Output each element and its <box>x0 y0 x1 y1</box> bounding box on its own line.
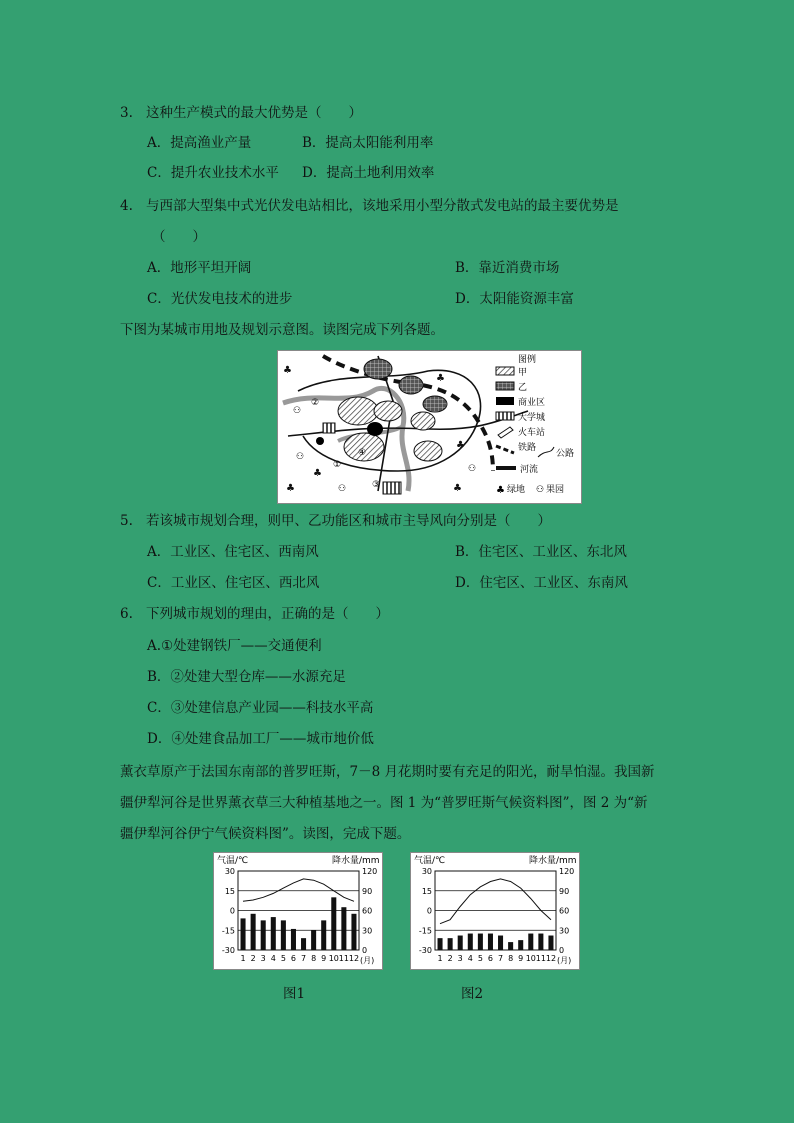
y-tick-label: -30 <box>221 946 235 955</box>
q6-option-d: D．④处建食品加工厂——城市地价低 <box>147 731 374 747</box>
svg-text:⚇: ⚇ <box>296 452 305 462</box>
x-tick-label: 7 <box>300 954 307 963</box>
x-tick-label: 5 <box>280 954 286 963</box>
y2-tick-label: 0 <box>362 946 368 955</box>
precipitation-bar <box>331 897 336 950</box>
q3-option-d: D．提高土地利用效率 <box>302 165 435 181</box>
precipitation-bar <box>498 936 503 950</box>
q4-option-c: C．光伏发电技术的进步 <box>147 291 293 307</box>
precipitation-bar <box>438 938 443 950</box>
x-tick-label: 5 <box>477 954 483 963</box>
x-tick-label: 1 <box>240 954 246 963</box>
x-tick-label: 6 <box>487 954 494 963</box>
x-tick-label: 12 <box>545 954 557 963</box>
y-tick-label: 0 <box>426 906 432 916</box>
marker-2: ② <box>311 398 320 408</box>
precipitation-bar <box>271 917 276 950</box>
q5-option-d: D．住宅区、工业区、东南风 <box>455 575 628 591</box>
y2-tick-label: 60 <box>559 906 570 916</box>
y2-tick-label: 30 <box>559 926 570 936</box>
x-tick-label: 8 <box>311 954 317 963</box>
svg-text:♣: ♣ <box>313 468 322 479</box>
y-tick-label: 15 <box>421 886 432 896</box>
y-tick-label: -30 <box>418 946 432 955</box>
y2-tick-label: 90 <box>362 886 373 896</box>
legend-university: 大学城 <box>518 413 546 423</box>
precipitation-bar <box>518 940 523 950</box>
precipitation-bar <box>251 914 256 950</box>
precipitation-bar <box>468 934 473 950</box>
y-axis-label: 气温/℃ <box>217 856 249 866</box>
city-map <box>278 351 581 503</box>
precipitation-bar <box>351 914 356 950</box>
y-tick-label: 0 <box>229 906 235 916</box>
intro-map: 下图为某城市用地及规划示意图。读图完成下列各题。 <box>120 322 444 338</box>
precipitation-bar <box>488 934 493 950</box>
y-axis-label: 气温/℃ <box>414 856 446 866</box>
legend-green: 绿地 <box>507 485 526 495</box>
x-tick-label: 11 <box>535 954 546 963</box>
x-tick-label: 10 <box>328 954 339 963</box>
q3-stem: 3. 这种生产模式的最大优势是（ ） <box>120 105 362 121</box>
precipitation-bar <box>538 934 543 950</box>
x-tick-label: 12 <box>348 954 360 963</box>
svg-text:♣: ♣ <box>436 373 445 384</box>
y2-axis-label: 降水量/mm <box>529 856 577 866</box>
precipitation-bar <box>548 936 553 950</box>
y2-axis-label: 降水量/mm <box>332 856 380 866</box>
y2-tick-label: 90 <box>559 886 570 896</box>
legend-station: 火车站 <box>518 428 546 438</box>
svg-text:⚇: ⚇ <box>468 464 477 474</box>
legend-railway: 铁路 <box>518 443 537 453</box>
zone-yi <box>364 359 392 379</box>
y-tick-label: -15 <box>418 926 432 936</box>
legend-title: 图例 <box>518 355 537 365</box>
intro-lavender-line3: 疆伊犁河谷伊宁气候资料图”。读图，完成下题。 <box>120 826 411 842</box>
legend-jia: 甲 <box>518 368 528 378</box>
university-zone <box>323 423 335 433</box>
precipitation-bar <box>301 938 306 950</box>
x-tick-label: 11 <box>338 954 349 963</box>
marker-1: ① <box>333 460 342 470</box>
precipitation-bar <box>458 936 463 950</box>
climate-chart-2-svg <box>411 853 579 969</box>
commercial-zone <box>367 422 383 436</box>
climate-chart-2 <box>410 852 580 970</box>
y2-tick-label: 120 <box>362 867 378 876</box>
y-tick-label: -15 <box>221 926 235 936</box>
y2-tick-label: 30 <box>362 926 373 936</box>
tree-icon: ♣ <box>496 485 505 496</box>
q3-option-c: C．提升农业技术水平 <box>147 165 279 181</box>
x-tick-label: 4 <box>467 954 473 963</box>
q4-paren: （ ） <box>152 229 206 245</box>
x-tick-label: 9 <box>321 954 327 963</box>
y-tick-label: 30 <box>224 867 235 876</box>
q3-option-a: A．提高渔业产量 <box>147 135 252 151</box>
climate-chart-1 <box>213 852 383 970</box>
x-tick-label: 10 <box>525 954 536 963</box>
x-tick-label: 7 <box>497 954 504 963</box>
precipitation-bar <box>321 920 326 950</box>
y-tick-label: 30 <box>421 867 432 876</box>
q5-stem: 5. 若该城市规划合理，则甲、乙功能区和城市主导风向分别是（ ） <box>120 513 551 529</box>
x-tick-label: 1 <box>437 954 443 963</box>
q6-option-b: B．②处建大型仓库——水源充足 <box>147 669 346 685</box>
svg-text:♣: ♣ <box>286 483 295 494</box>
precipitation-bar <box>261 920 266 950</box>
legend-yi: 乙 <box>518 383 528 393</box>
precipitation-bar <box>281 920 286 950</box>
svg-text:⚇: ⚇ <box>338 484 347 494</box>
intro-lavender-line2: 疆伊犁河谷是世界薰衣草三大种植基地之一。图 1 为“普罗旺斯气候资料图”，图 2 为“新 <box>120 795 648 811</box>
svg-text:♣: ♣ <box>456 440 465 451</box>
marker-4: ④ <box>358 448 367 458</box>
y2-tick-label: 120 <box>559 867 575 876</box>
precipitation-bar <box>508 942 513 950</box>
precipitation-bar <box>528 934 533 950</box>
x-tick-label: 3 <box>260 954 266 963</box>
q4-option-a: A．地形平坦开阔 <box>147 260 252 276</box>
temperature-line <box>243 879 354 901</box>
svg-text:⚇: ⚇ <box>293 406 302 416</box>
q5-option-a: A．工业区、住宅区、西南风 <box>147 544 319 560</box>
precipitation-bar <box>448 938 453 950</box>
x-unit-label: (月) <box>557 956 572 965</box>
x-tick-label: 4 <box>270 954 276 963</box>
x-tick-label: 8 <box>508 954 514 963</box>
q4-option-d: D．太阳能资源丰富 <box>455 291 574 307</box>
temperature-line <box>440 879 551 924</box>
legend-commercial: 商业区 <box>518 398 546 408</box>
commercial-zone <box>316 437 324 445</box>
climate-chart-1-svg <box>214 853 382 969</box>
zone-jia <box>338 397 378 425</box>
q6-option-c: C．③处建信息产业园——科技水平高 <box>147 700 374 716</box>
precipitation-bar <box>341 907 346 950</box>
x-unit-label: (月) <box>360 956 375 965</box>
figure-2-caption: 图2 <box>461 986 484 1002</box>
map-legend <box>496 353 574 496</box>
zone-jia <box>414 441 442 461</box>
zone-jia <box>374 401 402 421</box>
q5-option-b: B．住宅区、工业区、东北风 <box>455 544 627 560</box>
q6-stem: 6. 下列城市规划的理由，正确的是（ ） <box>120 606 389 622</box>
q4-option-b: B．靠近消费市场 <box>455 260 560 276</box>
figure-1-caption: 图1 <box>283 986 306 1002</box>
zone-jia <box>411 412 435 430</box>
precipitation-bar <box>311 930 316 950</box>
x-tick-label: 2 <box>447 954 453 963</box>
intro-lavender-line1: 薰衣草原产于法国东南部的普罗旺斯，7－8 月花期时要有充足的阳光，耐旱怕湿。我国新 <box>120 764 655 780</box>
svg-text:♣: ♣ <box>453 483 462 494</box>
x-tick-label: 3 <box>457 954 463 963</box>
legend-orchard: 果园 <box>546 485 565 495</box>
orchard-icon: ⚇ <box>536 485 545 495</box>
x-tick-label: 2 <box>250 954 256 963</box>
y2-tick-label: 0 <box>559 946 565 955</box>
q5-option-c: C．工业区、住宅区、西北风 <box>147 575 320 591</box>
y2-tick-label: 60 <box>362 906 373 916</box>
y-tick-label: 15 <box>224 886 235 896</box>
marker-3: ③ <box>372 480 381 490</box>
q3-option-b: B．提高太阳能利用率 <box>302 135 434 151</box>
legend-road: 公路 <box>556 449 575 459</box>
svg-text:♣: ♣ <box>283 365 292 376</box>
x-tick-label: 9 <box>518 954 524 963</box>
q4-stem: 4. 与西部大型集中式光伏发电站相比，该地采用小型分散式发电站的最主要优势是 <box>120 198 619 214</box>
legend-river: 河流 <box>520 465 539 475</box>
precipitation-bar <box>291 929 296 950</box>
precipitation-bar <box>478 934 483 950</box>
q6-option-a: A.①处建钢铁厂——交通便利 <box>147 638 322 654</box>
city-map-figure <box>277 350 582 504</box>
zone-yi <box>423 396 447 412</box>
zone-yi <box>399 376 423 394</box>
precipitation-bar <box>241 918 246 950</box>
university-zone <box>383 482 401 494</box>
x-tick-label: 6 <box>290 954 297 963</box>
